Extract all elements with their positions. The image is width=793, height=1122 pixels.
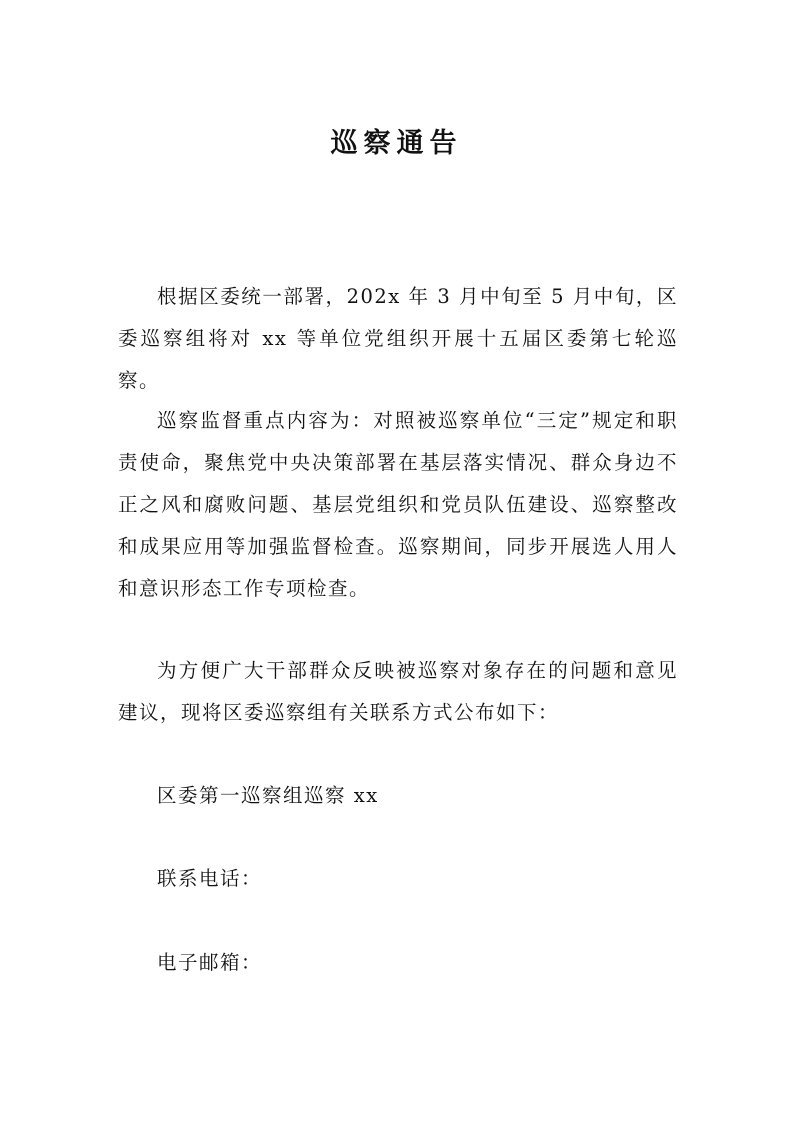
paragraph-group-name: 区委第一巡察组巡察 xx [157,784,379,807]
paragraph-phone: 联系电话： [157,867,263,890]
document-title: 巡察通告 [330,128,463,159]
paragraph-contact-intro: 为方便广大干部群众反映被巡察对象存在的问题和意见建议，现将区委巡察组有关联系方式公布如下： [118,659,678,724]
paragraph-schedule: 根据区委统一部署，202x 年 3 月中旬至 5 月中旬，区委巡察组将对 xx 等单位党组织开展十五届区委第七轮巡察。 [118,285,678,392]
paragraph-focus: 巡察监督重点内容为：对照被巡察单位“三定”规定和职责使命，聚焦党中央决策部署在基层落实情况、群众身边不正之风和腐败问题、基层党组织和党员队伍建设、巡察整改和成果应用等加强监督检查。巡察期间，同步开展选人用人和意识形态工作专项检查。 [118,409,678,600]
paragraph-email: 电子邮箱： [157,951,263,974]
